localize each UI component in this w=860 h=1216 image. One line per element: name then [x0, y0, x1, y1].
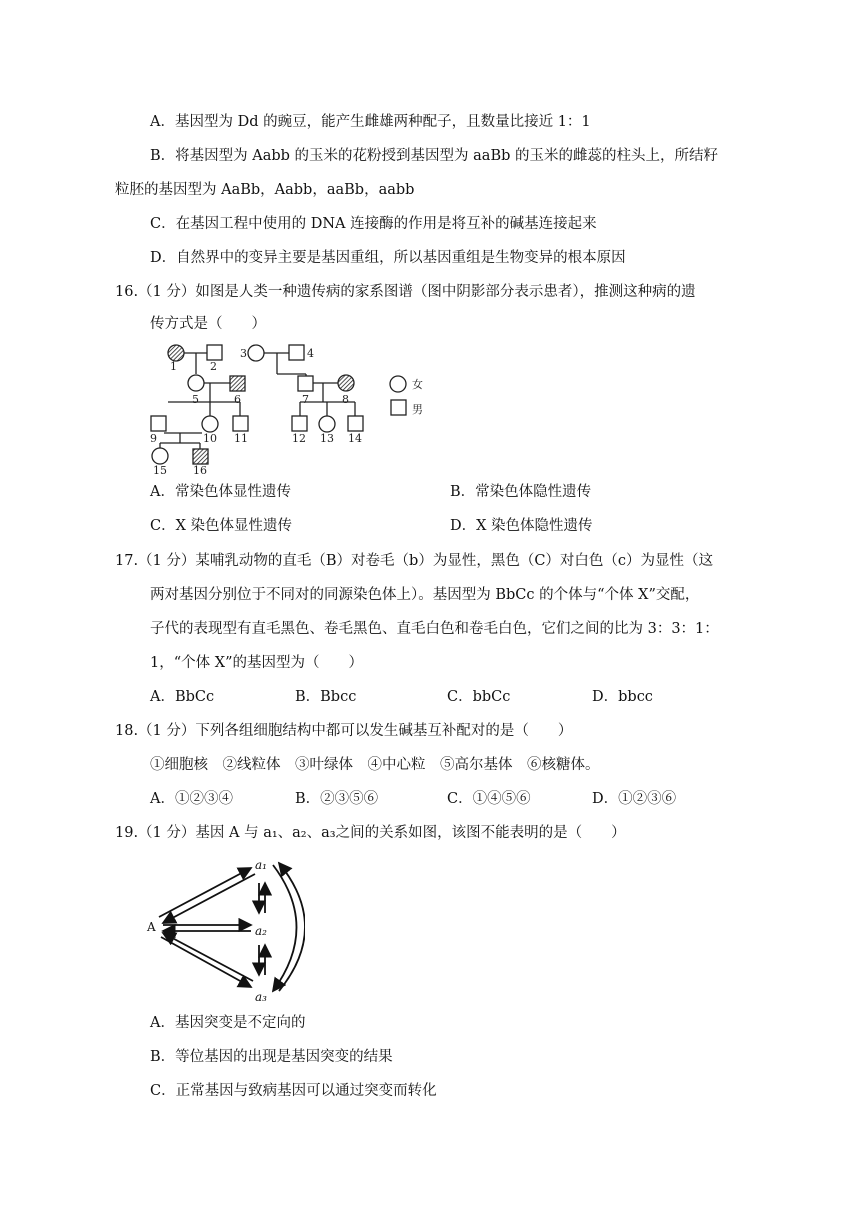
legend-female-label: 女 [412, 378, 423, 391]
individual-6 [230, 376, 245, 391]
individual-7 [298, 376, 313, 391]
label-11: 11 [234, 432, 248, 445]
q17-stem-line2: 两对基因分别位于不同对的同源染色体上）。基因型为 BbCc 的个体与“个体 X”交配， [150, 587, 700, 603]
individual-14 [348, 416, 363, 431]
label-a3: a₃ [255, 990, 267, 1004]
q15-option-a: A．基因型为 Dd 的豌豆，能产生雌雄两种配子，且数量比接近 1：1 [150, 114, 591, 130]
q18-option-d[interactable]: D．①②③⑥ [592, 791, 677, 807]
legend-male-symbol [391, 400, 406, 415]
q17-stem-line1: 17.（1 分）某哺乳动物的直毛（B）对卷毛（b）为显性，黑色（C）对白色（c）为显性（这 [115, 553, 714, 569]
q17-option-a[interactable]: A．BbCc [150, 689, 215, 705]
q16-option-c[interactable]: C．X 染色体显性遗传 [150, 518, 293, 534]
label-13: 13 [320, 432, 334, 445]
individual-16 [193, 449, 208, 464]
q17-option-d[interactable]: D．bbcc [592, 689, 653, 705]
q18-option-b[interactable]: B．②③⑤⑥ [295, 791, 379, 807]
q18-option-c[interactable]: C．①④⑤⑥ [447, 791, 531, 807]
individual-5 [188, 375, 204, 391]
label-4: 4 [307, 347, 314, 360]
q15-option-d: D．自然界中的变异主要是基因重组，所以基因重组是生物变异的根本原因 [150, 250, 626, 266]
label-3: 3 [240, 347, 247, 360]
q17-option-c[interactable]: C．bbCc [447, 689, 511, 705]
q16-option-d[interactable]: D．X 染色体隐性遗传 [450, 518, 593, 534]
q17-stem-line4: 1，“个体 X”的基因型为（ ） [150, 655, 363, 671]
label-1: 1 [170, 360, 177, 373]
q15-option-b-line1: B．将基因型为 Aabb 的玉米的花粉授到基因型为 aaBb 的玉米的雌蕊的柱头上，所结籽 [150, 148, 718, 164]
q15-option-b-line2: 粒胚的基因型为 AaBb，Aabb，aaBb，aabb [115, 182, 415, 198]
label-5: 5 [192, 393, 199, 406]
q16-option-b[interactable]: B．常染色体隐性遗传 [450, 484, 592, 500]
q16-option-a[interactable]: A．常染色体显性遗传 [150, 484, 291, 500]
q19-option-c[interactable]: C．正常基因与致病基因可以通过突变而转化 [150, 1083, 437, 1099]
label-9: 9 [150, 432, 157, 445]
q18-stem-line2: ①细胞核 ②线粒体 ③叶绿体 ④中心粒 ⑤高尔基体 ⑥核糖体。 [150, 757, 600, 773]
individual-12 [292, 416, 307, 431]
individual-8 [338, 375, 354, 391]
legend-female-symbol [390, 376, 406, 392]
label-A: A [147, 920, 156, 934]
individual-10 [202, 416, 218, 432]
q19-option-a[interactable]: A．基因突变是不定向的 [150, 1015, 306, 1031]
q19-stem-line1: 19.（1 分）基因 A 与 a₁、a₂、a₃之间的关系如图，该图不能表明的是（ ） [115, 825, 626, 841]
individual-9 [151, 416, 166, 431]
individual-1 [168, 345, 184, 361]
label-7: 7 [302, 393, 309, 406]
label-2: 2 [210, 360, 217, 373]
q15-option-c: C．在基因工程中使用的 DNA 连接酶的作用是将互补的碱基连接起来 [150, 216, 597, 232]
individual-11 [233, 416, 248, 431]
label-8: 8 [342, 393, 349, 406]
individual-15 [152, 448, 168, 464]
individual-2 [207, 345, 222, 360]
q17-stem-line3: 子代的表现型有直毛黑色、卷毛黑色、直毛白色和卷毛白色，它们之间的比为 3：3：1： [150, 621, 719, 637]
pedigree-chart [140, 338, 440, 478]
q16-stem-line2: 传方式是（ ） [150, 316, 266, 332]
individual-4 [289, 345, 304, 360]
q19-option-b[interactable]: B．等位基因的出现是基因突变的结果 [150, 1049, 393, 1065]
legend-male-label: 男 [412, 403, 423, 416]
q18-stem-line1: 18.（1 分）下列各组细胞结构中都可以发生碱基互补配对的是（ ） [115, 723, 573, 739]
label-14: 14 [348, 432, 362, 445]
gene-mutation-diagram [145, 855, 305, 1005]
q17-option-b[interactable]: B．Bbcc [295, 689, 357, 705]
q18-option-a[interactable]: A．①②③④ [150, 791, 233, 807]
individual-13 [319, 416, 335, 432]
label-12: 12 [292, 432, 306, 445]
label-10: 10 [203, 432, 217, 445]
q16-stem-line1: 16.（1 分）如图是人类一种遗传病的家系图谱（图中阴影部分表示患者），推测这种病的遗 [115, 284, 696, 300]
label-a1: a₁ [255, 858, 267, 872]
label-a2: a₂ [255, 924, 267, 938]
label-15: 15 [153, 464, 167, 477]
individual-3 [248, 345, 264, 361]
label-16: 16 [193, 464, 207, 477]
label-6: 6 [234, 393, 241, 406]
